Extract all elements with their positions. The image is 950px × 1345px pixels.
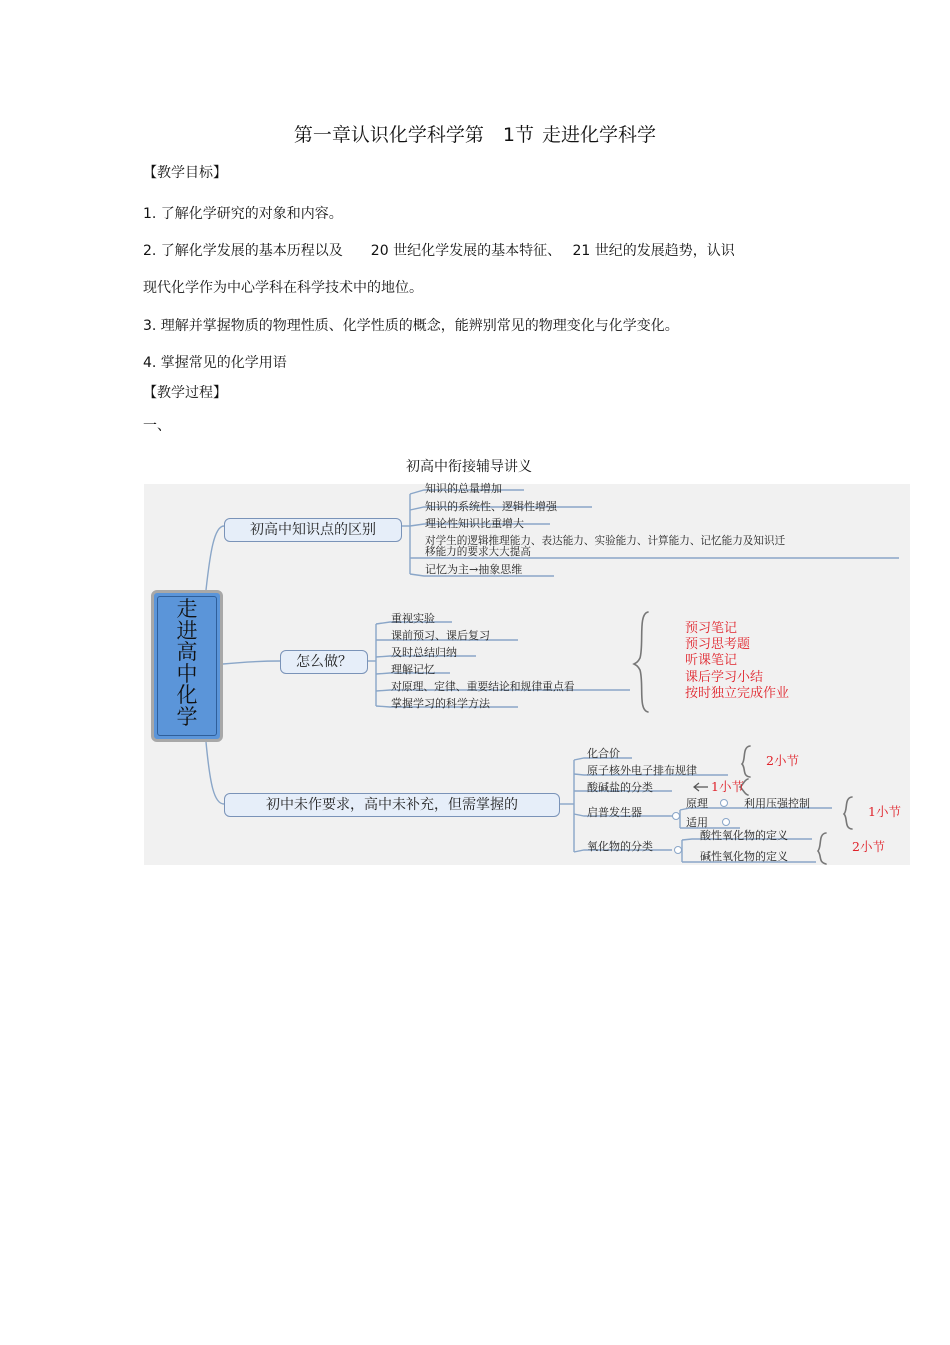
arrow-left-icon (692, 782, 710, 792)
mindmap-leaf: 化合价 (587, 747, 620, 760)
branch-node-how-to: 怎么做？ (280, 650, 368, 674)
mindmap-leaf: 课前预习、课后复习 (391, 629, 490, 642)
mindmap-note: 1小节 (868, 804, 901, 819)
branch-node-supplement: 初中未作要求，高中未补充，但需掌握的 (224, 793, 560, 817)
mindmap-leaf: 氧化物的分类 (587, 840, 653, 853)
mindmap-caption: 初高中衔接辅导讲义 (406, 459, 532, 475)
goal-item: 3. 理解并掌握物质的物理性质、化学性质的概念，能辨别常见的物理变化与化学变化。 (143, 318, 679, 334)
goal-item: 2. 了解化学发展的基本历程以及 20 世纪化学发展的基本特征、 21 世纪的发展趋势，认识 (143, 243, 735, 259)
mindmap-note: 2小节 (766, 753, 799, 768)
mindmap-note: 按时独立完成作业 (685, 686, 790, 701)
mindmap-leaf: 适用 (686, 816, 708, 829)
mindmap-root-label: 走进高中化学 (176, 597, 198, 729)
mindmap-leaf: 酸碱盐的分类 (587, 781, 653, 794)
goal-item: 4. 掌握常见的化学用语 (143, 355, 287, 371)
mindmap-leaf: 知识的总量增加 (425, 482, 502, 495)
mindmap-leaf: 利用压强控制 (744, 797, 810, 810)
list-marker-one: 一、 (143, 418, 171, 434)
mindmap-note: 预习思考题 (685, 637, 751, 652)
mindmap-leaf: 对原理、定律、重要结论和规律重点看 (391, 680, 575, 693)
mindmap-leaf: 碱性氧化物的定义 (700, 850, 788, 863)
page-title: 第一章认识化学科学第 1节 走进化学科学 (293, 124, 657, 146)
mindmap-note: 1小节 (711, 779, 744, 794)
goal-item-continued: 现代化学作为中心学科在科学技术中的地位。 (143, 280, 423, 296)
section-heading-process: 【教学过程】 (143, 385, 227, 401)
mindmap-leaf: 记忆为主→抽象思维 (425, 563, 523, 576)
mindmap-leaf: 重视实验 (391, 612, 435, 625)
mindmap-note: 听课笔记 (685, 653, 738, 668)
mindmap-leaf: 及时总结归纳 (391, 646, 457, 659)
goal-item: 1. 了解化学研究的对象和内容。 (143, 206, 343, 222)
mindmap-leaf: 掌握学习的科学方法 (391, 697, 490, 710)
mindmap-note: 课后学习小结 (685, 670, 764, 685)
mindmap-leaf: 对学生的逻辑推理能力、表达能力、实验能力、计算能力、记忆能力及知识迁 (425, 535, 786, 547)
branch-node-differences: 初高中知识点的区别 (224, 518, 402, 542)
mindmap-leaf: 理论性知识比重增大 (425, 517, 524, 530)
mindmap-leaf: 原子核外电子排布规律 (587, 764, 697, 777)
mindmap-leaf: 移能力的要求大大提高 (425, 546, 531, 558)
section-heading-goals: 【教学目标】 (143, 165, 227, 181)
mindmap-leaf: 酸性氧化物的定义 (700, 829, 788, 842)
mindmap-figure (144, 484, 910, 865)
mindmap-root-node (151, 590, 223, 742)
mindmap-note: 2小节 (852, 839, 885, 854)
mindmap-leaf: 原理 (686, 797, 708, 810)
mindmap-note: 预习笔记 (685, 621, 738, 636)
mindmap-leaf: 理解记忆 (391, 663, 435, 676)
mindmap-leaf: 知识的系统性、逻辑性增强 (425, 500, 557, 513)
mindmap-leaf: 启普发生器 (587, 806, 642, 819)
